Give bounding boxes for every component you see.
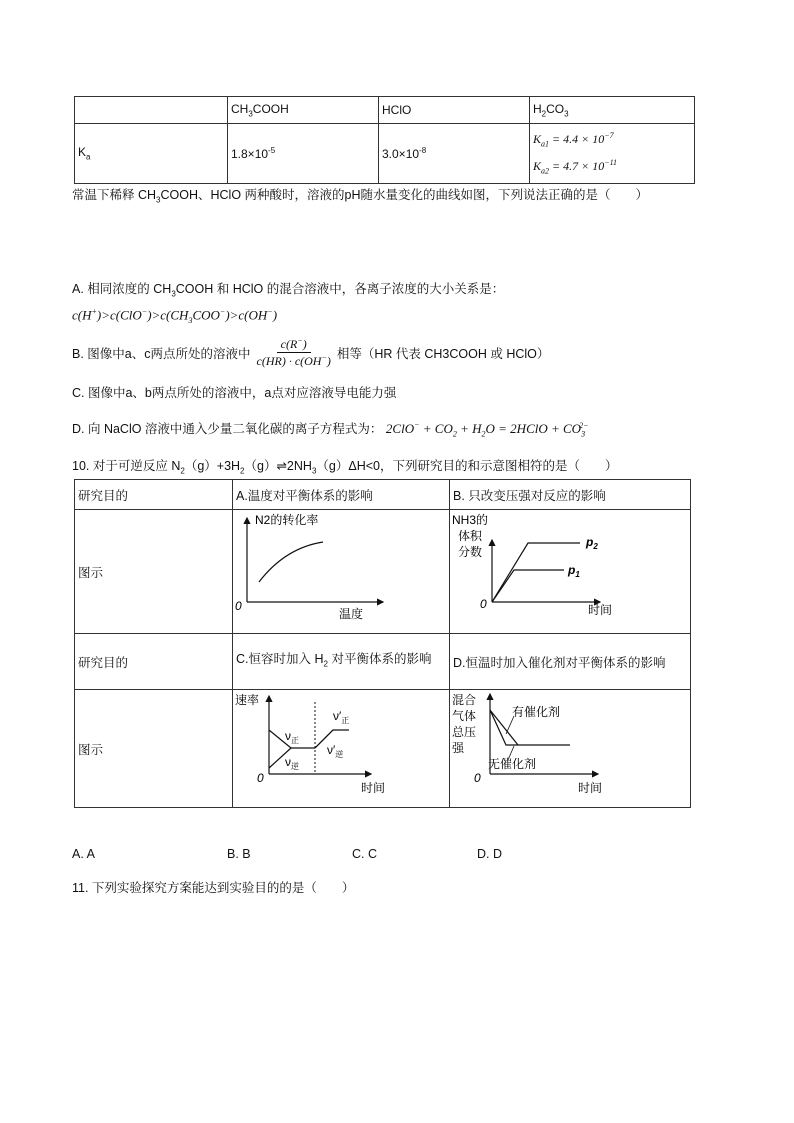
q10-figure-label-2: 图示 — [75, 690, 233, 808]
q9-option-b-fraction: c(R−) c(HR) · c(OH−) — [256, 336, 331, 368]
q10-purpose-d: D.恒温时加入催化剂对平衡体系的影响 — [450, 634, 691, 690]
q10-option-c: C. C — [352, 847, 377, 861]
ka-header-h2co3: $H_2CO_3$ — [530, 97, 695, 124]
q9-option-d-pre: D. 向 NaClO 溶液中通入少量二氧化碳的离子方程式为： — [72, 422, 383, 436]
graph-d-origin: 0 — [474, 771, 481, 785]
ka-header-ch3cooh: $CH_3COOH$ — [228, 97, 379, 124]
q9-option-c: C. 图像中a、b两点所处的溶液中，a点对应溶液导电能力强 — [72, 386, 397, 400]
q9-option-b-post: 相等（HR 代表 CH3COOH 或 HClO） — [336, 346, 550, 361]
graph-d-ylabel-2: 气体 — [452, 709, 477, 723]
graph-d-xlabel: 时间 — [578, 781, 603, 795]
graph-a-ylabel: N2的转化率 — [255, 513, 319, 527]
graph-b-ylabel-2: 体积 — [458, 529, 483, 543]
graph-a-origin: 0 — [235, 599, 242, 613]
graph-b-xlabel: 时间 — [588, 603, 613, 617]
graph-a-xlabel: 温度 — [339, 607, 364, 621]
q9-option-b-pre: B. 图像中a、c两点所处的溶液中 — [72, 346, 251, 361]
graph-a — [233, 510, 449, 630]
ka-hclo-value: $3.0\times 10^{-8}$ — [379, 124, 530, 184]
q10-purpose-label-1: 研究目的 — [75, 480, 233, 510]
graph-d-ylabel-1: 混合 — [452, 693, 477, 707]
q10-option-d: D. D — [477, 847, 502, 861]
graph-d-ylabel-3: 总压 — [452, 725, 477, 739]
q9-option-b — [72, 336, 549, 369]
q10-figure-c — [233, 690, 450, 808]
graph-d-ylabel-4: 强 — [452, 741, 465, 755]
q9-stem: 常温下稀释 $CH_3COOH$、HClO 两种酸时，溶液的pH随水量变化的曲线如图，下列说法正确的是（ ） — [72, 188, 648, 205]
ka-table-corner — [75, 97, 228, 124]
q10-stem: 10. 对于可逆反应 $N_2(g)+3H_2(g)\rightleftharpoons 2NH_3(g)\Delta H<0$，下列研究目的和示意图相符的是（ ） — [72, 459, 618, 476]
graph-c-origin: 0 — [257, 771, 264, 785]
q10-figure-a — [233, 510, 450, 634]
q10-figure-d — [450, 690, 691, 808]
graph-b-p2-line — [492, 543, 580, 602]
q9-option-d — [72, 419, 588, 439]
q9-option-a-formula: $c(H^+)>c(ClO^-)>c(CH_3COO^-)>c(OH^-)$ — [72, 307, 278, 325]
graph-c-vfwd-label: $\nu_正$ — [285, 729, 299, 745]
q10-figure-b — [450, 510, 691, 634]
graph-d — [450, 690, 690, 804]
graph-c-ylabel: 速率 — [235, 693, 260, 707]
graph-d-without-catalyst-label: 无催化剂 — [488, 757, 537, 771]
graph-b-p1-label: $p_1$ — [568, 563, 580, 579]
ka-h2co3-values: $K_{a1} = 4.4 \times 10^{-7}$ $K_{a2} = 4.7 \times 10^{-11}$ — [530, 124, 695, 184]
ka-header-hclo: HClO — [379, 97, 530, 124]
q9-option-a: A. 相同浓度的 $CH_3COOH$ 和 HClO 的混合溶液中，各离子浓度的大小关系是： — [72, 282, 505, 299]
graph-c — [233, 690, 449, 804]
graph-c-vrev-label: $\nu_逆$ — [285, 755, 299, 771]
graph-d-with-catalyst-label: 有催化剂 — [512, 705, 561, 719]
q10-purpose-a: A.温度对平衡体系的影响 — [233, 480, 450, 510]
graph-c-vrev2-label: $\nu'_逆$ — [327, 743, 344, 759]
q10-option-a: A. A — [72, 847, 95, 861]
graph-b-ylabel-3: 分数 — [458, 545, 483, 559]
q10-purpose-c: C.恒容时加入 $H_2$ 对平衡体系的影响 — [233, 634, 450, 690]
graph-b-p1-line — [492, 570, 564, 602]
ka-row-label: $K_a$ — [75, 124, 228, 184]
q10-figure-label-1: 图示 — [75, 510, 233, 634]
ka-ch3cooh-value: $1.8\times 10^{-5}$ — [228, 124, 379, 184]
q9-option-d-formula: $2ClO^- + CO_2 + H_2O$ = 2HClO + $CO_3^{2-}$ — [385, 420, 589, 439]
q10-purpose-label-2: 研究目的 — [75, 634, 233, 690]
graph-b-p2-label: $p_2$ — [586, 535, 598, 551]
ka-table — [74, 96, 695, 184]
q10-purpose-b: B. 只改变压强对反应的影响 — [450, 480, 691, 510]
graph-a-curve — [259, 542, 323, 582]
graph-b-origin: 0 — [480, 597, 487, 611]
graph-b — [450, 510, 690, 630]
graph-c-vfwd2-label: $\nu'_正$ — [333, 709, 350, 725]
q11-stem: 11. 下列实验探究方案能达到实验目的的是（ ） — [72, 881, 355, 895]
graph-c-xlabel: 时间 — [361, 781, 386, 795]
q10-table — [74, 479, 691, 808]
graph-b-ylabel-1: NH3的 — [452, 513, 489, 527]
q10-option-b: B. B — [227, 847, 251, 861]
